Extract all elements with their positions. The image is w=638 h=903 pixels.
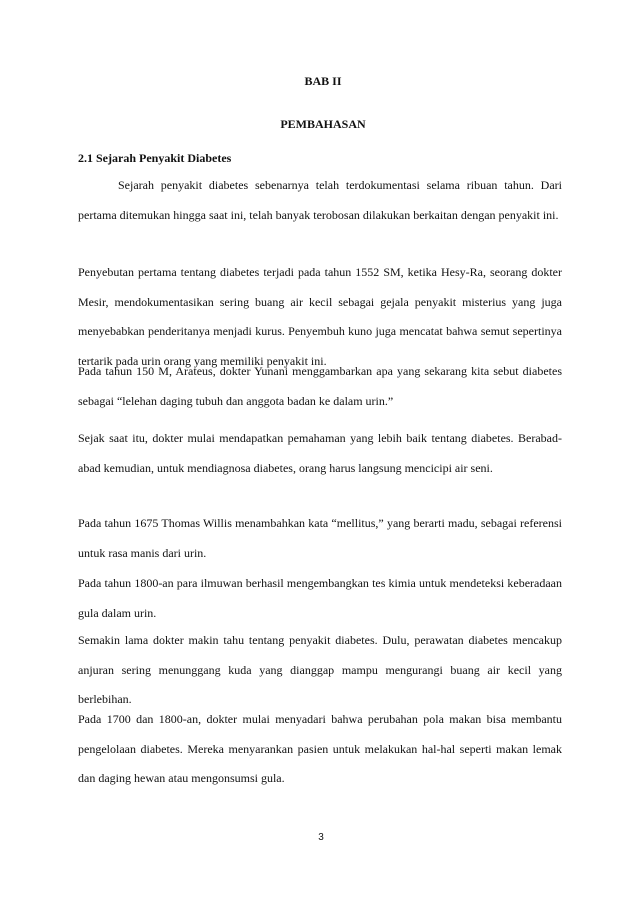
paragraph: Sejarah penyakit diabetes sebenarnya telah terdokumentasi selama ribuan tahun. Dari pertama ditemukan hingga saat ini, telah banyak terobosan dilakukan berkaitan dengan penyakit ini. [78,178,562,222]
chapter-title: PEMBAHASAN [280,117,366,131]
paragraph: Pada 1700 dan 1800-an, dokter mulai menyadari bahwa perubahan pola makan bisa membantu pengelolaan diabetes. Mereka menyarankan pasien untuk melakukan hal-hal seperti makan lemak dan daging hewan atau mengonsumsi gula. [78,712,562,785]
paragraph: Sejak saat itu, dokter mulai mendapatkan pemahaman yang lebih baik tentang diabetes. Berabad-abad kemudian, untuk mendiagnosa diabetes, orang harus langsung mencicipi air seni. [78,431,562,475]
section-heading: 2.1 Sejarah Penyakit Diabetes [78,151,232,165]
paragraph: Penyebutan pertama tentang diabetes terjadi pada tahun 1552 SM, ketika Hesy-Ra, seorang dokter Mesir, mendokumentasikan sering buang air kecil sebagai gejala penyakit misterius yang juga menyebabkan penderitanya menjadi kurus. Penyembuh kuno juga mencatat bahwa semut sepertinya tertarik pada urin orang yang memiliki penyakit ini. [78,265,562,368]
chapter-label: BAB II [304,74,342,88]
paragraph: Pada tahun 1675 Thomas Willis menambahkan kata “mellitus,” yang berarti madu, sebagai referensi untuk rasa manis dari urin. [78,516,562,560]
paragraph: Pada tahun 150 M, Arateus, dokter Yunani menggambarkan apa yang sekarang kita sebut diabetes sebagai “lelehan daging tubuh dan anggota badan ke dalam urin.” [78,364,562,408]
paragraph: Pada tahun 1800-an para ilmuwan berhasil mengembangkan tes kimia untuk mendeteksi keberadaan gula dalam urin. [78,576,562,620]
paragraph: Semakin lama dokter makin tahu tentang penyakit diabetes. Dulu, perawatan diabetes mencakup anjuran sering menunggang kuda yang dianggap mampu mengurangi buang air kecil yang berlebihan. [78,633,562,706]
page-number: 3 [318,832,324,843]
